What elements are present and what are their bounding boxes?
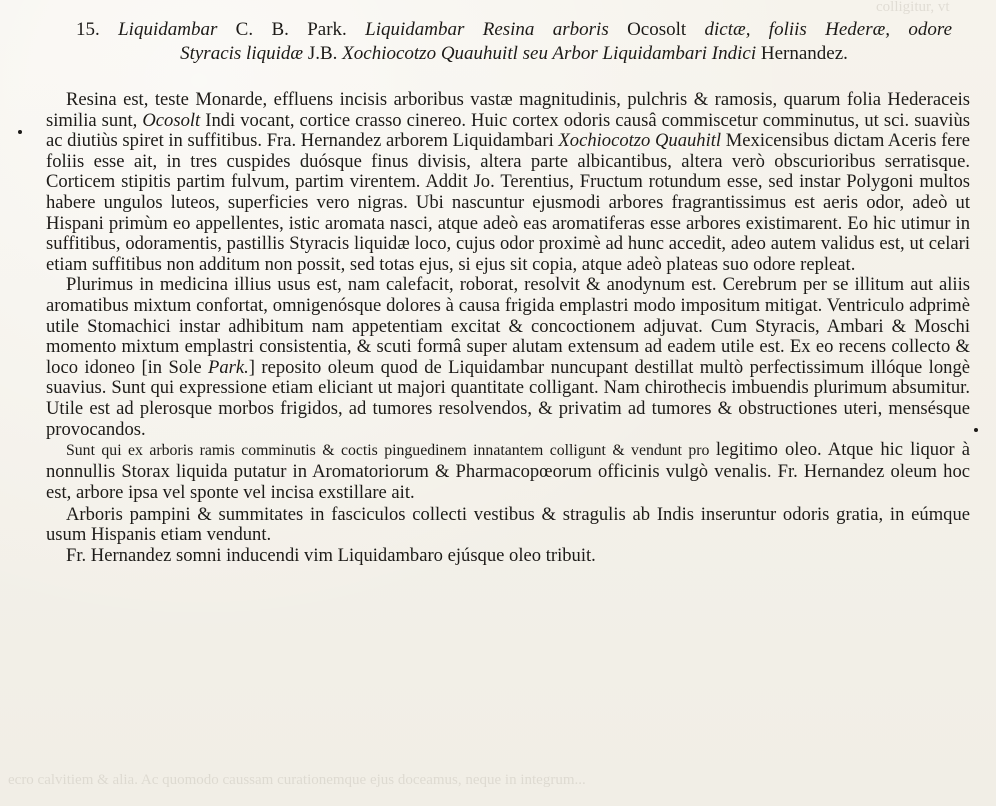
text-run: Plurimus in medicina illius usus est, nam calefacit, roborat, resolvit & anodynum est. Cerebrum per se illitum aut aliis aromatibus mixtum confortat, omnigenósque dolores à causa frigida emplastri modo impositum mitigat. Ventriculo adprimè utile Stomachici instar adhibitum nam appetentiam excitat & concoctionem adjuvat. Cum Styracis, Ambari & Moschi momento mixtum emplastri consistentia, & scuti formâ super alutam extensum ad eadem utile est. Ex eo recens collecto & loco idoneo [in Sole xyxy=(46,274,970,378)
paragraph-oil xyxy=(46,440,970,505)
text-run: Hernandez. xyxy=(756,43,848,64)
text-run: C. B. Park. xyxy=(217,19,366,40)
italic-run: Xochiocotzo Quauhitl xyxy=(558,130,722,152)
text-run: J.B. xyxy=(303,43,343,64)
text-run: legitimo oleo. Atque hic liquor à nonnullis Storax liquida putatur in Aromatoriorum & Pharmacopœorum officinis vulgò venalis. Fr. Hernandez oleum hoc est, arbore ipsa vel sponte vel incisa exstillare ait. xyxy=(46,439,970,504)
italic-run: Park. xyxy=(208,356,249,378)
entry-number: 15. xyxy=(76,19,119,40)
italic-run: Styracis liquidæ xyxy=(180,43,304,64)
entry-body xyxy=(46,90,970,567)
text-run: Ocosolt xyxy=(608,19,705,40)
margin-mark xyxy=(974,428,978,432)
header-line-2 xyxy=(76,42,952,66)
italic-run: Ocosolt xyxy=(142,109,201,131)
header-line-1 xyxy=(118,19,952,40)
paragraph-sleep xyxy=(46,546,970,567)
italic-run: Liquidambar Resina arboris xyxy=(365,19,609,40)
entry-header xyxy=(76,18,952,66)
paragraph-medicinal-uses xyxy=(46,275,970,440)
text-run: ] reposito oleum quod de Liquidambar nuncupant destillat multò perfectissimum illóque longè suavius. Sunt qui expressione etiam eliciant ut majori quantitate colligant. Nam chirothecis imbuendis plurimum absumitur. Utile est ad plerosque morbos frigidos, ad tumores resolvendos, & privatim ad tumores & obstructiones uteri, mensésque provocandos. xyxy=(46,356,970,440)
text-run: Fr. Hernandez somni inducendi vim Liquidambaro ejúsque oleo tribuit. xyxy=(66,545,596,567)
bleed-through-top: colligitur, vt xyxy=(876,0,950,14)
bleed-through-bottom: ecro calvitiem & alia. Ac quomodo caussam curationemque ejus doceamus, neque in integrum... xyxy=(8,772,586,788)
text-run: Indi vocant, cortice crasso cinereo. Huic cortex odoris causâ commiscetur comminutus, ut sci. suaviùs ac diutiùs spiret in suffitibus. Fra. Hernandez arborem Liquidambari xyxy=(46,109,970,152)
text-run: Mexicensibus dictam Aceris fere foliis esse ait, in tres cuspides duósque finus divisis, altera parte albicantibus, altera verò obscurioribus serratisque. Corticem stipitis partim fulvum, partim virentem. Addit Jo. Terentius, Fructum rotundum esse, sed instar Polygoni multos habere ungulos luteos, superficies vero nigras. Ubi nascuntur ejusmodi arbores fragrantissimus est aeris odor, adeò ut Hispani primùm eo appellentes, istic aromata nasci, atque adeò eas aromatiferas esse arbores existimarent. Eo hic utimur in suffitibus, odoramentis, pastillis Styracis liquidæ loco, cujus odor proximè ad hunc accedit, adeo autem validus est, ut celari etiam suffitibus non additum non possit, sed totas ejus, si ejus sit copia, atque adeò plateas suo odore repleat. xyxy=(46,130,970,275)
text-run: Resina est, teste Monarde, effluens incisis arboribus vastæ magnitudinis, pulchris & ramosis, quarum folia Hederaceis similia sunt, xyxy=(46,89,970,131)
italic-run: Liquidambar xyxy=(118,19,218,40)
text-run: Arboris pampini & summitates in fasciculos collecti vestibus & stragulis ab Indis inseruntur odoris gratia, in eúmque usum Hispanis etiam vendunt. xyxy=(46,503,970,546)
italic-run: Xochiocotzo Quauhuitl seu Arbor Liquidambari Indici xyxy=(342,43,757,64)
paragraph-description xyxy=(46,90,970,275)
italic-run: dictæ, foliis Hederæ, odore xyxy=(704,19,952,40)
margin-mark xyxy=(18,130,22,134)
paragraph-oil-lead: Sunt qui ex arboris ramis comminutis & coctis pinguedinem innatantem colligunt & vendunt pro xyxy=(66,442,710,460)
paragraph-branches xyxy=(46,505,970,546)
